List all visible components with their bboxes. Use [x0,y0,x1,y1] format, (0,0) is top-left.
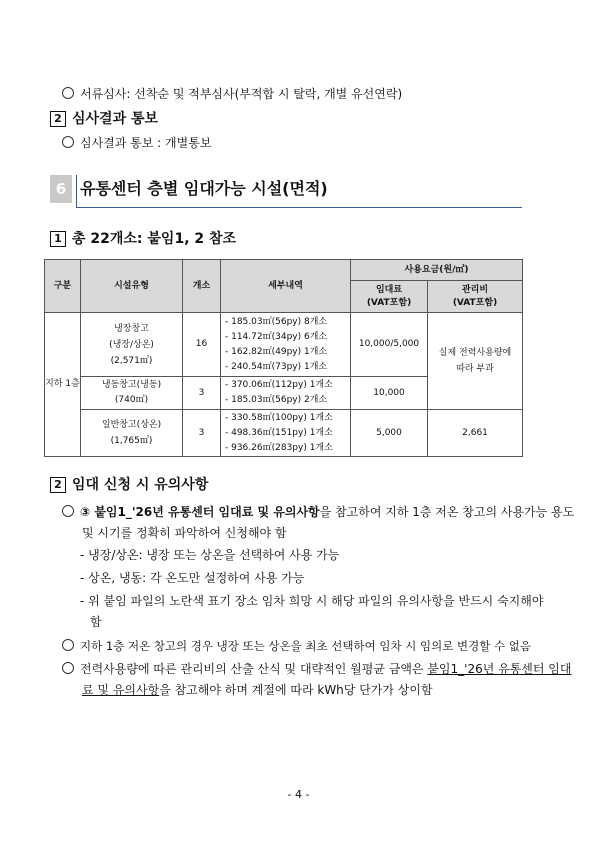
note-1-sub-2: - 상온, 냉동: 각 온도만 설정하여 사용 가능 [80,571,305,585]
lease-facility-table [44,259,523,457]
circle-bullet-icon [62,87,74,99]
heading-number-box: 2 [50,111,66,127]
note-1: ③ 붙임1_'26년 유통센터 임대료 및 유의사항을 참고하여 지하 1층 저온 창고의 사용가능 용도 및 시기를 정확히 파악하여 신청해야 함 [62,502,576,544]
section-title: 유통센터 층별 임대가능 시설(면적) [80,179,328,198]
note-1-sub-3: - 위 붙임 파일의 노란색 표기 장소 임차 희망 시 해당 파일의 유의사항을 반드시 숙지해야 함 [80,594,544,629]
header-fee-group: 사용요금(원/㎡) [351,260,523,281]
rent-cell: 10,000/5,000 [351,313,428,377]
note-1-sub-1: - 냉장/상온: 냉장 또는 상온을 선택하여 사용 가능 [80,548,340,562]
section-divider-vertical [76,175,77,208]
circle-bullet-icon [62,505,74,517]
heading-number-box: 1 [50,231,66,247]
circle-bullet-icon [62,136,74,148]
floor-cell: 지하 1층 [45,313,81,457]
result-line: 심사결과 통보 : 개별통보 [62,134,211,151]
header-rent: 임대료 (VAT포함) [351,281,428,313]
page-number: - 4 - [287,788,310,801]
result-heading: 2 심사결과 통보 [50,108,158,128]
header-mgmt: 관리비 (VAT포함) [428,281,523,313]
review-line: 서류심사: 선착순 및 적부심사(부적합 시 탈락, 개별 유선연락) [62,85,402,102]
facility-cell: 일반창고(상온) (1,765㎡) [81,410,183,457]
details-cell: - 185.03㎡(56py) 8개소 - 114.72㎡(34py) 6개소 - 162.82㎡(49py) 1개소 - 240.54㎡(73py) 1개소 [221,313,351,377]
note-1-reference: ③ 붙임1_'26년 유통센터 임대료 및 유의사항 [80,505,320,519]
sub-heading-1: 1 총 22개소: 붙임1, 2 참조 [50,228,236,248]
mgmt-cell: 실제 전력사용량에 따라 부과 [428,313,523,410]
note-3-reference: 붙임1_'26년 유통센터 임대료 및 유의사항 [82,662,572,697]
header-category: 구분 [45,260,81,313]
circle-bullet-icon [62,662,74,674]
rent-cell: 10,000 [351,377,428,410]
count-cell: 3 [183,410,221,457]
section-number: 6 [50,175,72,203]
details-cell: - 370.06㎡(112py) 1개소 - 185.03㎡(56py) 2개소 [221,377,351,410]
note-2: 지하 1층 저온 창고의 경우 냉장 또는 상온을 최초 선택하여 임차 시 임의로 변경할 수 없음 [62,636,556,657]
rent-cell: 5,000 [351,410,428,457]
header-facility: 시설유형 [81,260,183,313]
note-3: 전력사용량에 따른 관리비의 산출 산식 및 대략적인 월평균 금액은 붙임1_'26년 유통센터 임대료 및 유의사항을 참고해야 하며 계절에 따라 kWh당 단가가 상이함 [62,659,576,701]
facility-cell: 냉장창고 (냉장/상온) (2,571㎡) [81,313,183,377]
table-row [45,313,523,377]
section-divider-horizontal [76,207,522,208]
header-count: 개소 [183,260,221,313]
details-cell: - 330.58㎡(100py) 1개소 - 498.36㎡(151py) 1개소 - 936.26㎡(283py) 1개소 [221,410,351,457]
table-row [45,410,523,457]
mgmt-cell: 2,661 [428,410,523,457]
facility-cell: 냉동창고(냉동) (740㎡) [81,377,183,410]
sub-heading-2: 2 임대 신청 시 유의사항 [50,474,208,494]
count-cell: 16 [183,313,221,377]
count-cell: 3 [183,377,221,410]
circle-bullet-icon [62,639,74,651]
heading-number-box: 2 [50,477,66,493]
header-details: 세부내역 [221,260,351,313]
